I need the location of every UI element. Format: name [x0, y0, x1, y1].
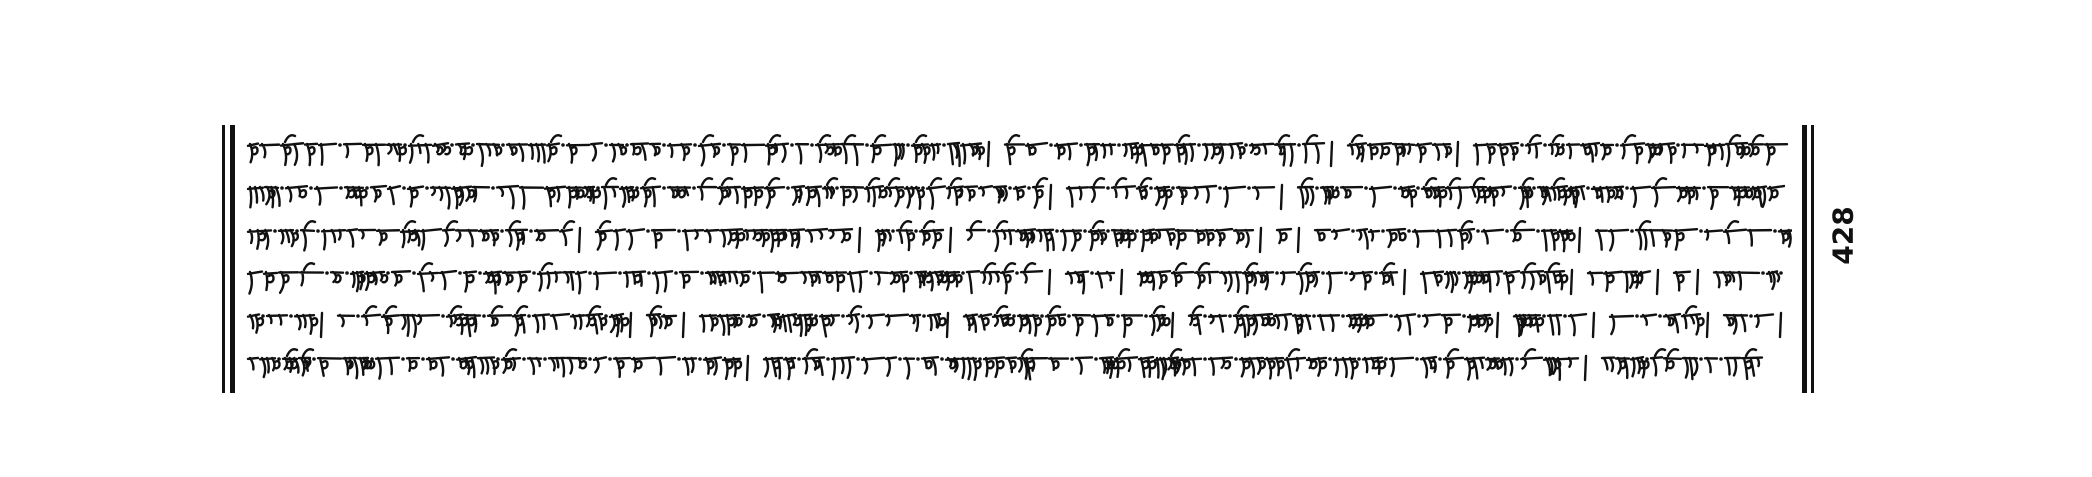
tsheg-dot — [1773, 229, 1777, 233]
tsheg-dot — [1328, 357, 1332, 361]
tsheg-dot — [1699, 357, 1703, 361]
tsheg-dot — [339, 186, 343, 190]
tsheg-dot — [647, 271, 651, 275]
tsheg-dot — [1457, 271, 1461, 275]
tsheg-dot — [922, 314, 926, 318]
tsheg-dot — [1635, 314, 1639, 318]
tsheg-dot — [1040, 314, 1044, 318]
tsheg-dot — [1171, 186, 1175, 190]
tsheg-dot — [786, 186, 790, 190]
tsheg-dot — [1381, 229, 1385, 233]
tsheg-dot — [529, 229, 533, 233]
tsheg-dot — [790, 143, 794, 147]
tsheg-dot — [1008, 186, 1012, 190]
tsheg-dot — [450, 143, 454, 147]
tsheg-dot — [532, 271, 536, 275]
tsheg-dot — [1094, 357, 1098, 361]
tsheg-dot — [1234, 357, 1238, 361]
tsheg-dot — [608, 357, 612, 361]
tsheg-dot — [1203, 314, 1207, 318]
tsheg-dot — [1416, 186, 1420, 190]
tsheg-dot — [1542, 314, 1546, 318]
tsheg-dot — [1462, 314, 1466, 318]
tsheg-dot — [662, 186, 666, 190]
tibetan-script-line — [244, 344, 1792, 384]
script-strokes — [248, 135, 1787, 166]
tsheg-dot — [940, 357, 944, 361]
script-strokes — [248, 178, 1784, 209]
tsheg-dot — [1520, 143, 1524, 147]
tsheg-dot — [674, 271, 678, 275]
tsheg-dot — [752, 271, 756, 275]
tsheg-dot — [1532, 186, 1536, 190]
tsheg-dot — [458, 271, 462, 275]
tsheg-dot — [401, 357, 405, 361]
script-strokes — [248, 306, 1781, 337]
tsheg-dot — [403, 143, 407, 147]
tsheg-dot — [914, 229, 918, 233]
tsheg-dot — [496, 357, 500, 361]
tsheg-dot — [856, 357, 860, 361]
script-strokes — [248, 263, 1779, 294]
tsheg-dot — [596, 186, 600, 190]
tsheg-dot — [1364, 186, 1368, 190]
tsheg-dot — [261, 314, 265, 318]
tsheg-dot — [961, 271, 965, 275]
tsheg-dot — [1625, 186, 1629, 190]
tsheg-dot — [451, 357, 455, 361]
tsheg-dot — [1630, 229, 1634, 233]
tsheg-dot — [909, 271, 913, 275]
tsheg-dot — [692, 186, 696, 190]
tsheg-dot — [280, 186, 284, 190]
tsheg-dot — [1645, 357, 1649, 361]
tsheg-dot — [865, 143, 869, 147]
tibetan-script-line — [244, 173, 1792, 213]
tsheg-dot — [1135, 229, 1139, 233]
tsheg-dot — [482, 314, 486, 318]
tsheg-dot — [1357, 357, 1361, 361]
tsheg-dot — [1116, 314, 1120, 318]
tsheg-dot — [1027, 186, 1031, 190]
left-frame-inner-rule — [230, 125, 235, 393]
tsheg-dot — [841, 314, 845, 318]
tsheg-dot — [898, 357, 902, 361]
tsheg-dot — [312, 357, 316, 361]
tsheg-dot — [1615, 143, 1619, 147]
tsheg-dot — [1374, 271, 1378, 275]
tsheg-dot — [1543, 143, 1547, 147]
tsheg-dot — [561, 143, 565, 147]
tsheg-dot — [588, 357, 592, 361]
tsheg-dot — [921, 186, 925, 190]
tsheg-dot — [316, 229, 320, 233]
script-strokes — [248, 349, 1762, 380]
tsheg-dot — [625, 143, 629, 147]
tsheg-dot — [527, 314, 531, 318]
tsheg-dot — [762, 314, 766, 318]
right-frame-inner-rule — [1802, 125, 1807, 393]
tsheg-dot — [677, 229, 681, 233]
tsheg-dot — [345, 271, 349, 275]
tsheg-dot — [588, 271, 592, 275]
tsheg-dot — [618, 271, 622, 275]
tsheg-dot — [402, 186, 406, 190]
tsheg-dot — [741, 314, 745, 318]
tsheg-dot — [861, 314, 865, 318]
tibetan-script-line — [244, 216, 1792, 256]
tsheg-dot — [1658, 314, 1662, 318]
tsheg-dot — [1312, 314, 1316, 318]
tsheg-dot — [1749, 314, 1753, 318]
tsheg-dot — [693, 143, 697, 147]
tsheg-dot — [338, 143, 342, 147]
tibetan-script-line — [244, 130, 1792, 170]
tibetan-script-line — [244, 301, 1792, 341]
tsheg-dot — [441, 314, 445, 318]
script-glyphs — [244, 130, 1792, 170]
tsheg-dot — [273, 229, 277, 233]
tsheg-dot — [1083, 229, 1087, 233]
tsheg-dot — [826, 357, 830, 361]
tsheg-dot — [412, 271, 416, 275]
script-glyphs — [244, 301, 1792, 341]
script-strokes — [248, 221, 1792, 252]
tsheg-dot — [835, 186, 839, 190]
tsheg-dot — [425, 186, 429, 190]
tsheg-dot — [370, 357, 374, 361]
tsheg-dot — [1055, 229, 1059, 233]
tsheg-dot — [501, 143, 505, 147]
tsheg-dot — [662, 143, 666, 147]
tsheg-dot — [1012, 314, 1016, 318]
tsheg-dot — [1275, 271, 1279, 275]
tsheg-dot — [1049, 143, 1053, 147]
tsheg-dot — [421, 357, 425, 361]
tsheg-dot — [1513, 186, 1517, 190]
tsheg-dot — [987, 229, 991, 233]
tsheg-dot — [891, 229, 895, 233]
tsheg-dot — [698, 357, 702, 361]
tsheg-dot — [1407, 229, 1411, 233]
tsheg-dot — [1144, 314, 1148, 318]
tsheg-dot — [1015, 271, 1019, 275]
tsheg-dot — [1341, 314, 1345, 318]
tsheg-dot — [1244, 143, 1248, 147]
tsheg-dot — [1106, 186, 1110, 190]
tsheg-dot — [797, 357, 801, 361]
tsheg-dot — [810, 143, 814, 147]
tsheg-dot — [325, 271, 329, 275]
tsheg-dot — [1515, 357, 1519, 361]
tsheg-dot — [1106, 229, 1110, 233]
tsheg-dot — [1335, 186, 1339, 190]
folio-number-label: 428 — [1826, 205, 1860, 265]
script-glyphs — [244, 344, 1792, 384]
tsheg-dot — [1438, 357, 1442, 361]
tsheg-dot — [1079, 143, 1083, 147]
tsheg-dot — [1070, 357, 1074, 361]
tsheg-dot — [1415, 357, 1419, 361]
tsheg-dot — [1505, 229, 1509, 233]
tsheg-dot — [1351, 229, 1355, 233]
tsheg-dot — [604, 314, 608, 318]
tsheg-dot — [1247, 186, 1251, 190]
left-frame-outer-rule — [222, 125, 225, 393]
tsheg-dot — [1761, 271, 1765, 275]
tsheg-dot — [478, 271, 482, 275]
tsheg-dot — [604, 143, 608, 147]
tsheg-dot — [1536, 229, 1540, 233]
right-frame-outer-rule — [1811, 125, 1814, 393]
tsheg-dot — [1389, 314, 1393, 318]
tsheg-dot — [1218, 186, 1222, 190]
tsheg-dot — [1417, 314, 1421, 318]
tsheg-dot — [1117, 143, 1121, 147]
tsheg-dot — [635, 186, 639, 190]
tsheg-dot — [1563, 314, 1567, 318]
tsheg-dot — [1476, 229, 1480, 233]
tsheg-dot — [1090, 271, 1094, 275]
script-glyphs — [244, 258, 1792, 298]
tsheg-dot — [1561, 143, 1565, 147]
tsheg-dot — [700, 271, 704, 275]
tsheg-dot — [1719, 357, 1723, 361]
tibetan-script-line — [244, 258, 1792, 298]
tsheg-dot — [1779, 271, 1783, 275]
tsheg-dot — [1393, 186, 1397, 190]
tsheg-dot — [1315, 186, 1319, 190]
tsheg-dot — [1702, 186, 1706, 190]
tsheg-dot — [295, 229, 299, 233]
tsheg-dot — [289, 314, 293, 318]
tsheg-dot — [386, 271, 390, 275]
tsheg-dot — [1676, 143, 1680, 147]
tsheg-dot — [500, 229, 504, 233]
tsheg-dot — [916, 357, 920, 361]
tsheg-dot — [471, 143, 475, 147]
tsheg-dot — [1297, 143, 1301, 147]
tsheg-dot — [978, 357, 982, 361]
tsheg-dot — [543, 357, 547, 361]
tsheg-dot — [942, 143, 946, 147]
tsheg-dot — [1586, 186, 1590, 190]
tsheg-dot — [1067, 314, 1071, 318]
tsheg-dot — [277, 357, 281, 361]
folio-number — [1826, 205, 1860, 265]
tsheg-dot — [1321, 271, 1325, 275]
tsheg-dot — [1149, 186, 1153, 190]
tsheg-dot — [677, 357, 681, 361]
script-glyphs — [244, 216, 1792, 256]
tsheg-dot — [309, 186, 313, 190]
tsheg-dot — [522, 357, 526, 361]
tibetan-text-block — [238, 128, 1798, 390]
tsheg-dot — [491, 186, 495, 190]
tsheg-dot — [1699, 229, 1703, 233]
tsheg-dot — [1197, 143, 1201, 147]
tsheg-dot — [646, 229, 650, 233]
tsheg-dot — [356, 314, 360, 318]
tsheg-dot — [814, 314, 818, 318]
script-glyphs — [244, 173, 1792, 213]
tsheg-dot — [365, 186, 369, 190]
tsheg-dot — [1344, 271, 1348, 275]
tsheg-dot — [1228, 314, 1232, 318]
tsheg-dot — [1384, 357, 1388, 361]
tsheg-dot — [869, 271, 873, 275]
tsheg-dot — [722, 143, 726, 147]
tsheg-dot — [1203, 357, 1207, 361]
tsheg-dot — [906, 143, 910, 147]
